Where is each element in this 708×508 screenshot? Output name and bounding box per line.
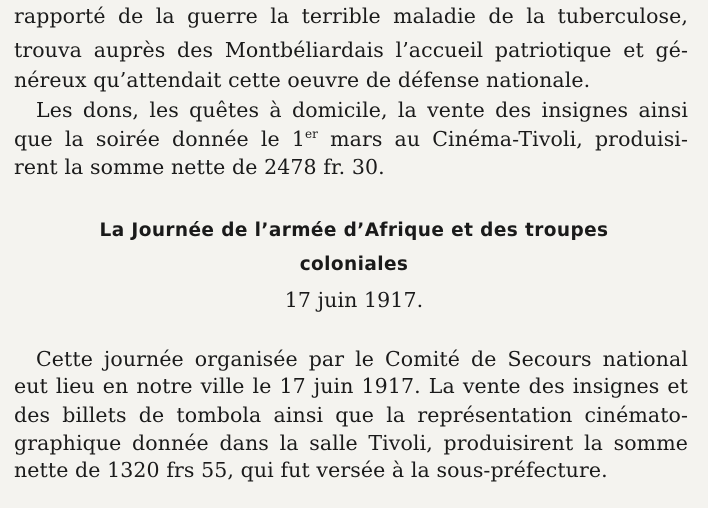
ordinal-superscript: er (304, 127, 319, 141)
paragraph1-line-1: rapporté de la guerre la terrible maladie de la tuberculose, (14, 4, 688, 28)
paragraph2-line-3: rent la somme nette de 2478 fr. 30. (14, 155, 385, 179)
section-title-line-2: coloniales (299, 254, 409, 275)
paragraph2-line-2-start: que la soirée donnée le 1 (14, 127, 305, 151)
paragraph3-line-3: des billets de tombola ainsi que la représentation cinémato- (14, 403, 688, 427)
paragraph1-line-3: néreux qu’attendait cette oeuvre de défense nationale. (14, 68, 591, 92)
section-date: 17 juin 1917. (284, 288, 424, 312)
paragraph3-line-4: graphique donnée dans la salle Tivoli, produisirent la somme (14, 431, 688, 455)
paragraph2-line-1: Les dons, les quêtes à domicile, la vente des insignes ainsi (36, 98, 688, 122)
paragraph3-line-2: eut lieu en notre ville le 17 juin 1917. La vente des insignes et (14, 374, 688, 398)
paragraph1-line-2: trouva auprès des Montbéliardais l’accueil patriotique et gé- (14, 38, 688, 62)
paragraph3-line-1: Cette journée organisée par le Comité de Secours national (36, 347, 688, 371)
paragraph2-line-2 (14, 129, 688, 150)
paragraph3-line-5: nette de 1320 frs 55, qui fut versée à la sous-préfecture. (14, 458, 608, 482)
paragraph2-line-2-end: mars au Cinéma-Tivoli, produisi- (318, 127, 688, 151)
section-title-line-1: La Journée de l’armée d’Afrique et des troupes (99, 220, 609, 241)
